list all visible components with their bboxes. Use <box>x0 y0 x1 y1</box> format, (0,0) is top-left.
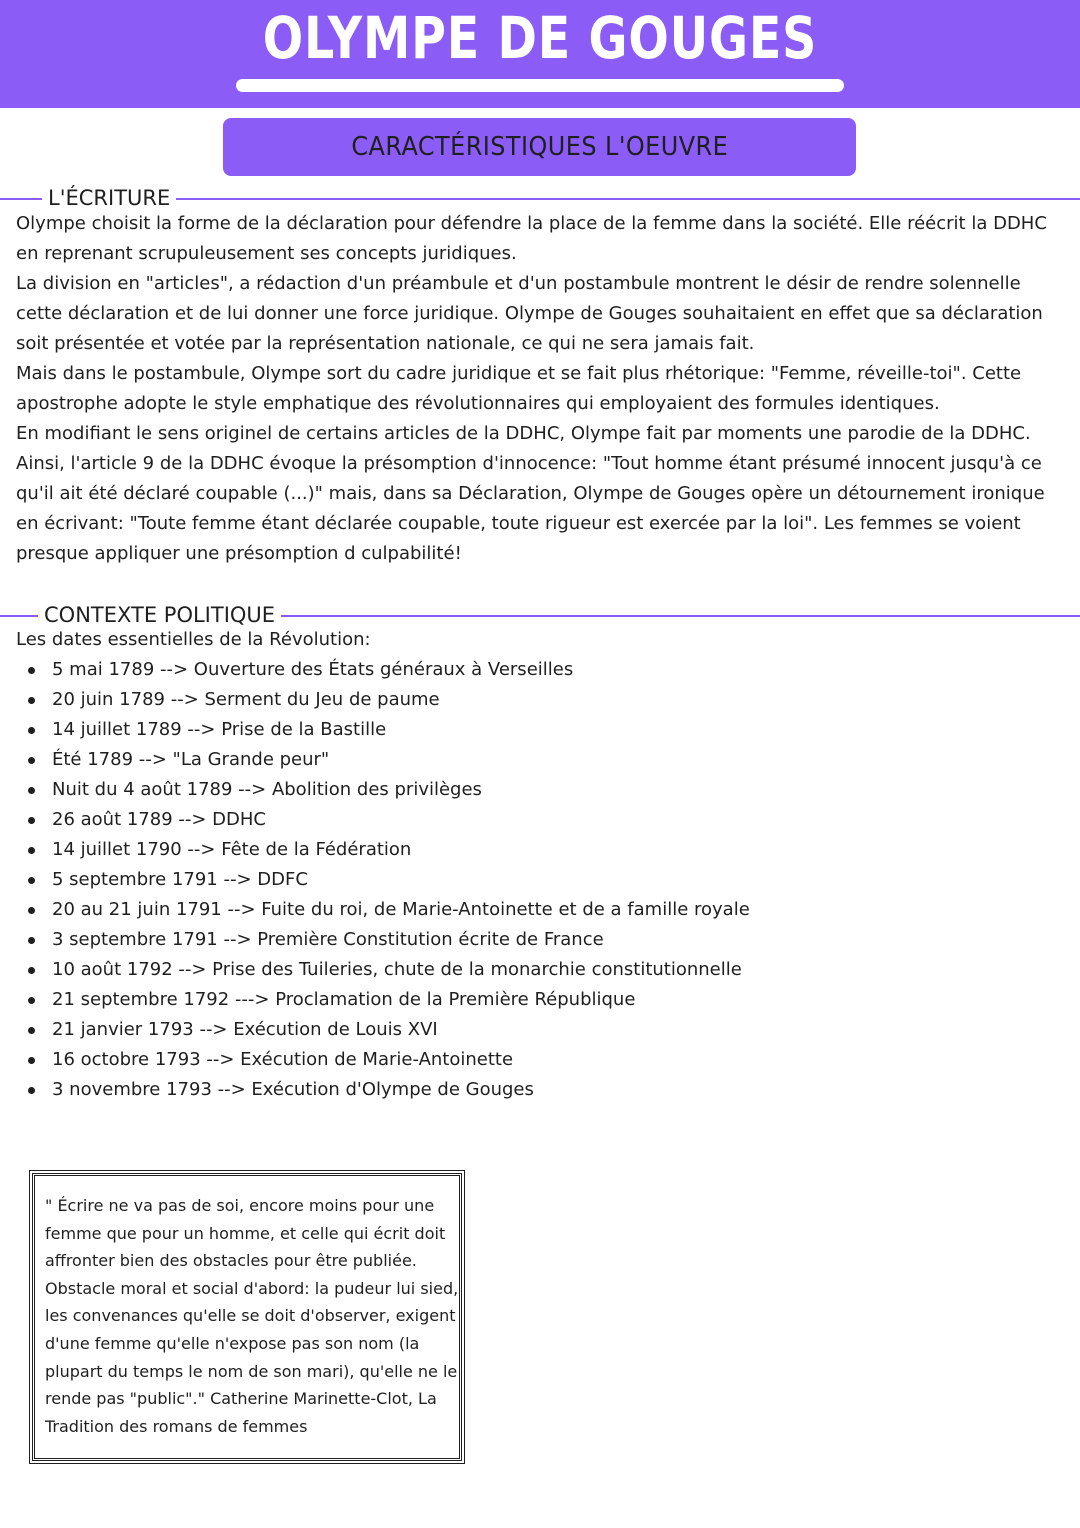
list-item: 20 juin 1789 --> Serment du Jeu de paume <box>24 685 750 715</box>
list-item: 14 juillet 1789 --> Prise de la Bastille <box>24 715 750 745</box>
list-item: 21 janvier 1793 --> Exécution de Louis XVI <box>24 1015 750 1045</box>
section-label: CONTEXTE POLITIQUE <box>38 600 281 630</box>
list-item: 16 octobre 1793 --> Exécution de Marie-Antoinette <box>24 1045 750 1075</box>
quote-box <box>32 1173 462 1461</box>
section-label: L'ÉCRITURE <box>42 183 176 213</box>
section-divider-left <box>0 615 40 617</box>
list-item: Été 1789 --> "La Grande peur" <box>24 745 750 775</box>
list-item: 5 septembre 1791 --> DDFC <box>24 865 750 895</box>
list-item: 10 août 1792 --> Prise des Tuileries, chute de la monarchie constitutionnelle <box>24 955 750 985</box>
subtitle-box <box>223 118 856 176</box>
timeline-intro: Les dates essentielles de la Révolution: <box>16 629 371 650</box>
list-item: 20 au 21 juin 1791 --> Fuite du roi, de Marie-Antoinette et de a famille royale <box>24 895 750 925</box>
paragraph: Olympe choisit la forme de la déclaration pour défendre la place de la femme dans la société. Elle réécrit la DDHC en reprenant scrupuleusement ses concepts juridiques. <box>16 213 1047 264</box>
paragraph: En modifiant le sens originel de certains articles de la DDHC, Olympe fait par moments une parodie de la DDHC. Ainsi, l'article 9 de la DDHC évoque la présomption d'innocence: "Tout homme étant présumé innocent jusqu'à ce qu'il ait été déclaré coupable (...)" mais, dans sa Déclaration, Olympe de Gouges opère un détournement ironique en écrivant: "Toute femme étant déclarée coupable, toute rigueur est exercée par la loi". Les femmes se voient presque appliquer une présomption d culpabilité! <box>16 423 1045 564</box>
section-divider-left <box>0 198 44 200</box>
paragraph: Mais dans le postambule, Olympe sort du cadre juridique et se fait plus rhétorique: "Femme, réveille-toi". Cette apostrophe adopte le style emphatique des révolutionnaires qui employaient des formules identiques. <box>16 363 1022 414</box>
list-item: 3 septembre 1791 --> Première Constitution écrite de France <box>24 925 750 955</box>
list-item: 3 novembre 1793 --> Exécution d'Olympe de Gouges <box>24 1075 750 1105</box>
subtitle-text: CARACTÉRISTIQUES L'OEUVRE <box>351 132 728 162</box>
list-item: 21 septembre 1792 ---> Proclamation de la Première République <box>24 985 750 1015</box>
timeline-list <box>24 655 750 1105</box>
paragraph: La division en "articles", a rédaction d'un préambule et d'un postambule montrent le désir de rendre solennelle cette déclaration et de lui donner une force juridique. Olympe de Gouges souhaitaient en effet que sa déclaration soit présentée et votée par la représentation nationale, ce qui ne sera jamais fait. <box>16 273 1043 354</box>
section-divider-right <box>270 615 1080 617</box>
page-title: OLYMPE DE GOUGES <box>262 4 818 72</box>
title-underline <box>236 79 844 92</box>
list-item: 14 juillet 1790 --> Fête de la Fédération <box>24 835 750 865</box>
list-item: Nuit du 4 août 1789 --> Abolition des privilèges <box>24 775 750 805</box>
quote-text: " Écrire ne va pas de soi, encore moins pour une femme que pour un homme, et celle qui écrit doit affronter bien des obstacles pour être publiée. Obstacle moral et social d'abord: la pudeur lui sied, les convenances qu'elle se doit d'observer, exigent d'une femme qu'elle n'expose pas son nom (la plupart du temps le nom de son mari), qu'elle ne le rende pas "public"." Catherine Marinette-Clot, La Tradition des romans de femmes <box>45 1196 459 1436</box>
ecriture-body <box>16 209 1068 569</box>
list-item: 5 mai 1789 --> Ouverture des États généraux à Verseilles <box>24 655 750 685</box>
section-divider-right <box>160 198 1080 200</box>
list-item: 26 août 1789 --> DDHC <box>24 805 750 835</box>
